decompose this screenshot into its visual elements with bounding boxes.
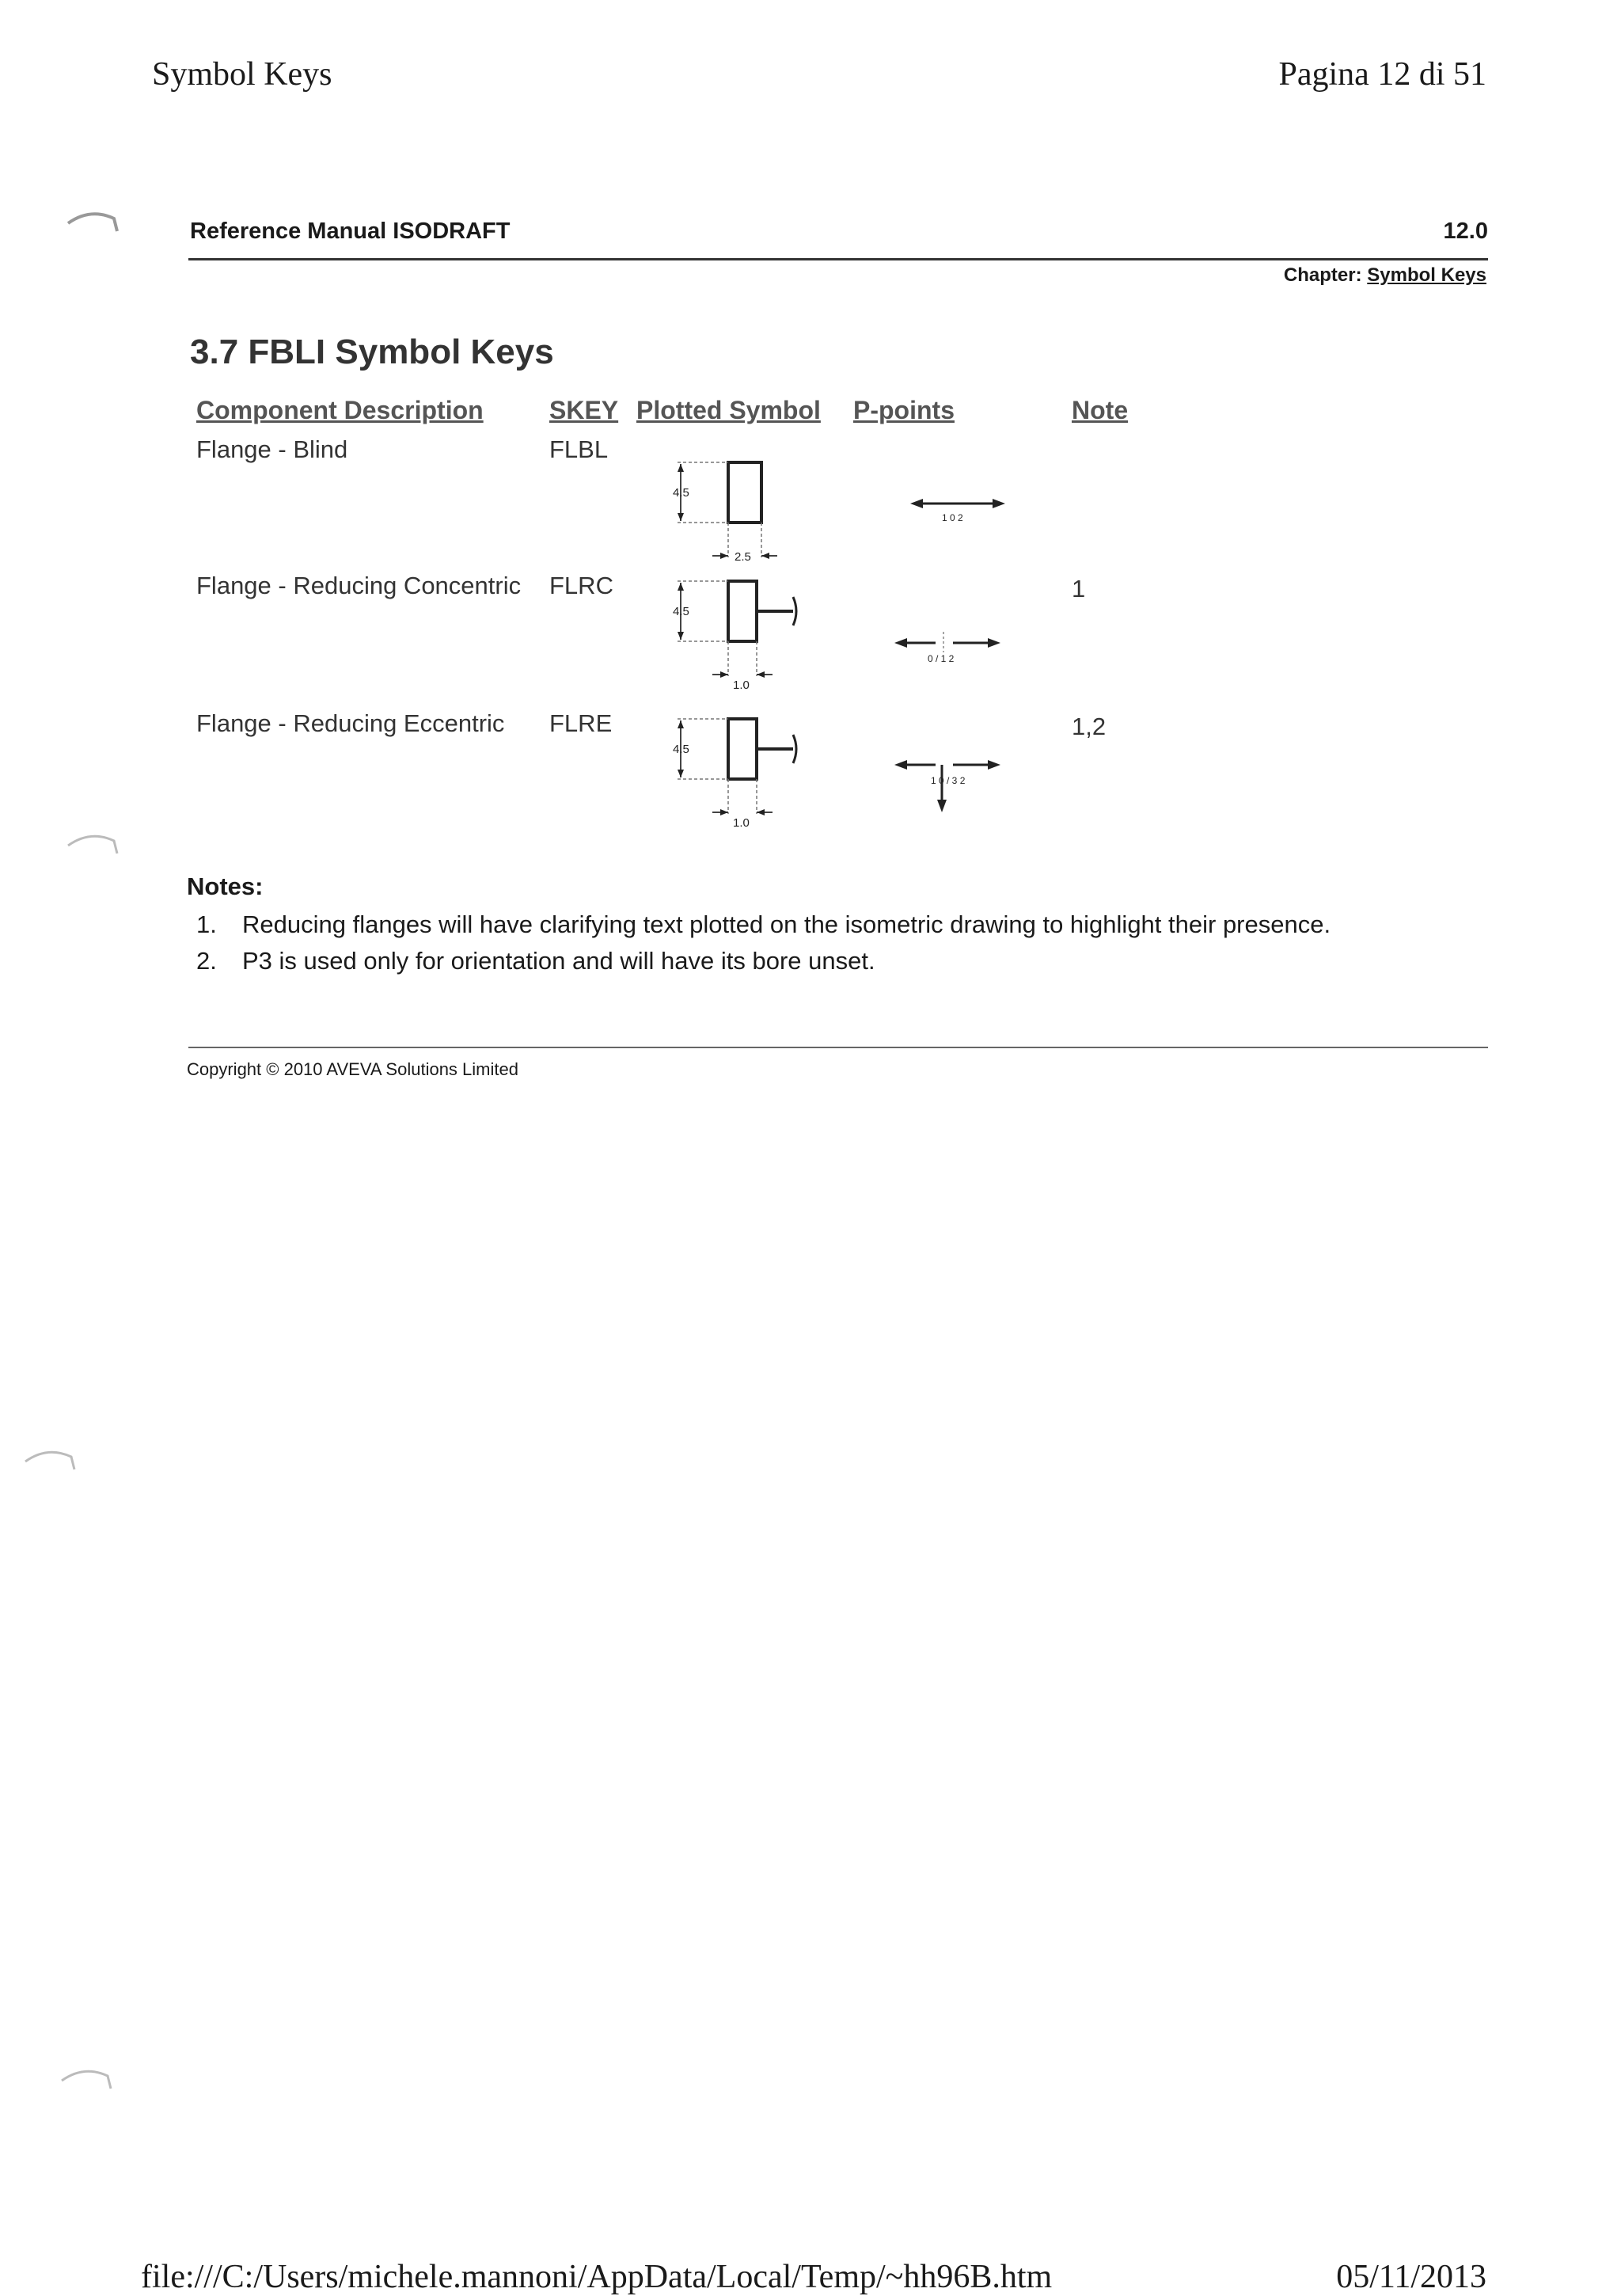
row-flbl-skey: FLBL [549,435,609,463]
flre-plotted-symbol [662,711,820,838]
section-title: 3.7 FBLI Symbol Keys [190,333,554,371]
row-flrc-description: Flange - Reducing Concentric [196,572,522,599]
chapter-label: Chapter: [1283,264,1362,286]
browser-footer-date: 05/11/2013 [1336,2259,1486,2295]
note-1-text: Reducing flanges will have clarifying text plotted on the isometric drawing to highlight their presence. [242,910,1331,938]
binder-hole-mark [66,207,122,239]
flrc-ppoint-labels: 0 / 1 2 [928,653,955,664]
row-flbl-description: Flange - Blind [196,435,348,463]
col-header-skey: SKEY [549,396,619,424]
col-header-plotted-symbol: Plotted Symbol [636,396,821,424]
header-rule [188,258,1488,260]
manual-title: Reference Manual ISODRAFT [190,219,511,244]
note-2-text: P3 is used only for orientation and will have its bore unset. [242,947,875,975]
flre-height-dim: 4.5 [673,743,689,756]
notes-heading: Notes: [187,872,264,900]
footer-rule [188,1047,1488,1048]
flre-ppoints-diagram [886,744,1013,823]
flbl-width-dim: 2.5 [735,550,751,564]
flbl-ppoint-labels: 1 0 2 [942,512,963,523]
row-flrc-note: 1 [1072,575,1086,603]
row-flre-skey: FLRE [549,709,613,737]
binder-hole-mark [60,2065,116,2096]
chapter-breadcrumb [1284,264,1486,287]
flbl-height-dim: 4.5 [673,486,689,500]
note-1-number: 1. [196,910,217,938]
browser-footer-url: file:///C:/Users/michele.mannoni/AppData/Local/Temp/~hh96B.htm [141,2259,1053,2295]
manual-version: 12.0 [1443,219,1488,244]
flre-width-dim: 1.0 [733,816,750,830]
col-header-note: Note [1072,396,1129,424]
flbl-ppoints-diagram [902,488,1013,535]
flbl-plotted-symbol [662,454,804,573]
browser-header-page: Pagina 12 di 51 [1278,56,1486,93]
flrc-plotted-symbol [662,573,820,700]
copyright-text: Copyright © 2010 AVEVA Solutions Limited [187,1059,518,1079]
flrc-ppoints-diagram [886,621,1013,668]
flrc-height-dim: 4.5 [673,605,689,618]
row-flrc-skey: FLRC [549,572,613,599]
flre-ppoint-labels: 1 0 / 3 2 [931,775,966,786]
binder-hole-mark [24,1446,79,1477]
col-header-description: Component Description [196,396,484,424]
binder-hole-mark [66,830,122,861]
flrc-width-dim: 1.0 [733,679,750,692]
row-flre-description: Flange - Reducing Eccentric [196,709,505,737]
browser-header-title: Symbol Keys [152,56,332,93]
col-header-ppoints: P-points [853,396,955,424]
chapter-link[interactable]: Symbol Keys [1367,264,1486,286]
row-flre-note: 1,2 [1072,713,1107,740]
note-2-number: 2. [196,947,217,975]
